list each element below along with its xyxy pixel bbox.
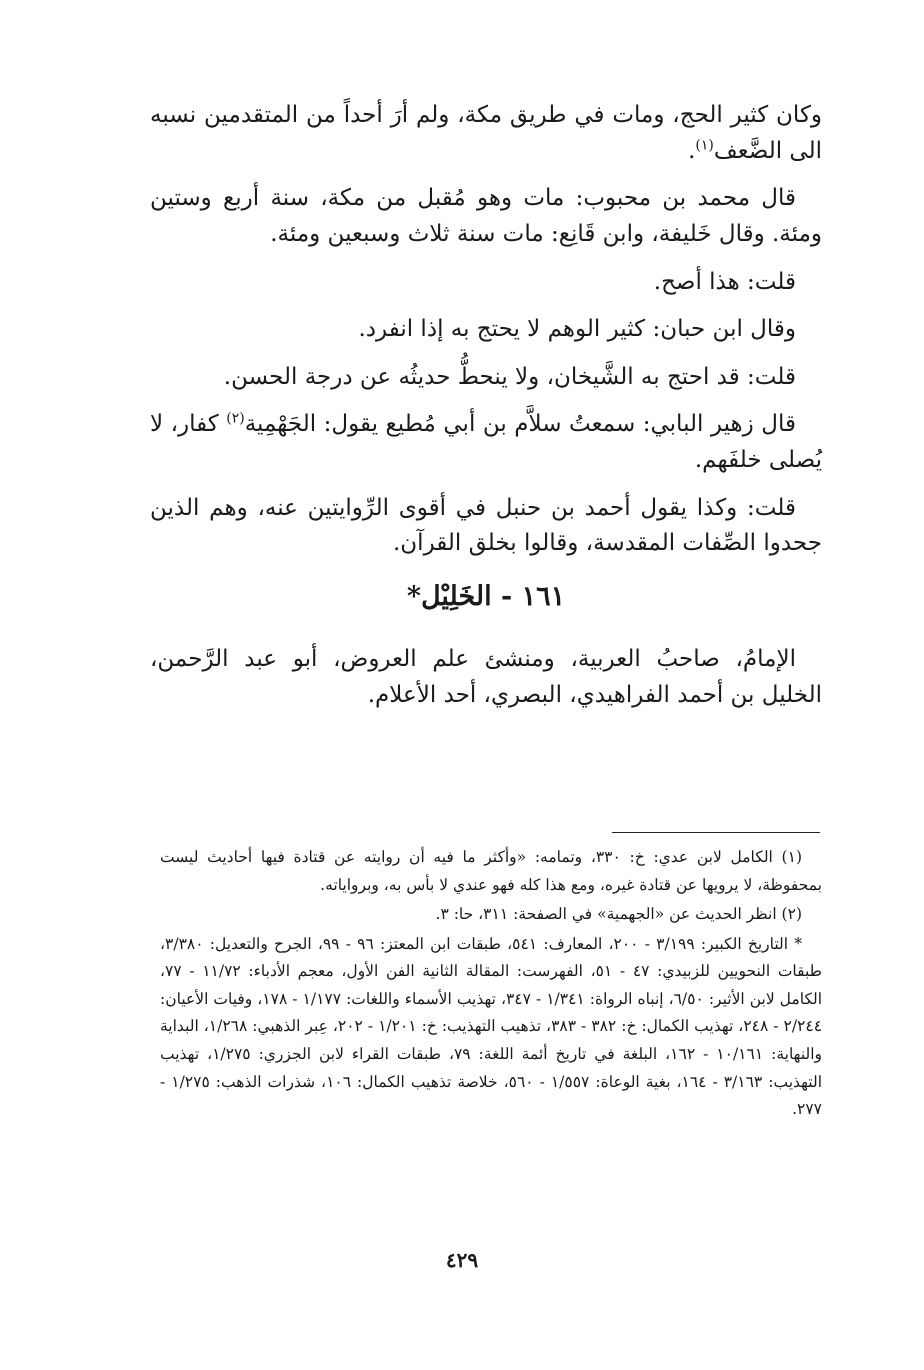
paragraph-1: وكان كثير الحج، ومات في طريق مكة، ولم أرَ أحداً من المتقدمين نسبه الى الضَّعف$^{(١)}$. <box>150 102 822 164</box>
main-text <box>150 98 822 725</box>
footnote-ref-2: (٢) <box>226 410 245 427</box>
paragraph-5: قلت: قد احتج به الشَّيخان، ولا ينحطُّ حديثُه عن درجة الحسن. <box>223 363 796 390</box>
paragraph-7: قلت: وكذا يقول أحمد بن حنبل في أقوى الرِّوايتين عنه، وهم الذين جحدوا الصِّفات المقدسة، وقالوا بخلق القرآن. <box>150 494 822 557</box>
paragraph-8: الإمامُ، صاحبُ العربية، ومنشئ علم العروض، أبو عبد الرَّحمن، الخليل بن أحمد الفراهيدي، البصري، أحد الأعلام. <box>150 645 822 708</box>
paragraph-6: قال زهير البابي: سمعتُ سلاَّم بن أبي مُطيع يقول: الجَهْمِية$^{(٢)}$ كفار، لا يُصلى خلفَهم. <box>150 410 822 474</box>
paragraph-4: وقال ابن حبان: كثير الوهم لا يحتج به إذا انفرد. <box>358 316 796 343</box>
footnote-divider <box>612 832 820 833</box>
footnote-ref-1: (١) <box>695 136 714 153</box>
paragraph-2: قال محمد بن محبوب: مات وهو مُقبل من مكة، سنة أربع وستين ومئة. وقال خَليفة، وابن قَانِع: مات سنة ثلاث وسبعين ومئة. <box>150 185 822 247</box>
footnote-sources: * التاريخ الكبير: ٣/١٩٩ - ٢٠٠، المعارف: ٥٤١، طبقات ابن المعتز: ٩٦ - ٩٩، الجرح والتعديل: ٣/٣٨٠، طبقات النحويين للزبيدي: ٤٧ - ٥١، الفهرست: المقالة الثانية الفن الأول، معجم الأدباء: ١١/٧٢ - ٧٧، الكامل لابن الأثير: ٦/٥٠، إنباه الرواة: ١/٣٤١ - ٣٤٧، تهذيب الأسماء واللغات: ١/١٧٧ - ١٧٨، وفيات الأعيان: ٢/٢٤٤ - ٢٤٨، تهذيب الكمال: خ: ٣٨٢ - ٣٨٣، تذهيب التهذيب: خ: ١/٢٠١ - ٢٠٢، عِبر الذهبي: ١/٢٦٨، البداية والنهاية: ١٠/١٦١ - ١٦٢، البلغة في تاريخ أئمة اللغة: ٧٩، طبقات القراء لابن الجزري: ١/٢٧٥، تهذيب التهذيب: ٣/١٦٣ - ١٦٤، بغية الوعاة: ١/٥٥٧ - ٥٦٠، خلاصة تذهيب الكمال: ١٠٦، شذرات الذهب: ١/٢٧٥ - ٢٧٧. <box>160 934 823 1119</box>
entry-heading: ١٦١ - الخَلِيْل* <box>406 581 566 613</box>
footnote-2: (٢) انظر الحديث عن «الجهمية» في الصفحة: ٣١١، حا: ٣. <box>435 905 802 924</box>
paragraph-3: قلت: هذا أصح. <box>653 268 796 295</box>
page-number: ٤٢٩ <box>445 1248 479 1272</box>
footnotes <box>160 844 822 1126</box>
footnote-1: (١) الكامل لابن عدي: خ: ٣٣٠، وتمامه: «وأكثر ما فيه أن روايته عن قتادة فيها أحاديث ليست بمحفوظة، لا يرويها عن قتادة غيره، ومع هذا كله فهو عندي لا بأس به، وبرواياته. <box>160 848 822 894</box>
